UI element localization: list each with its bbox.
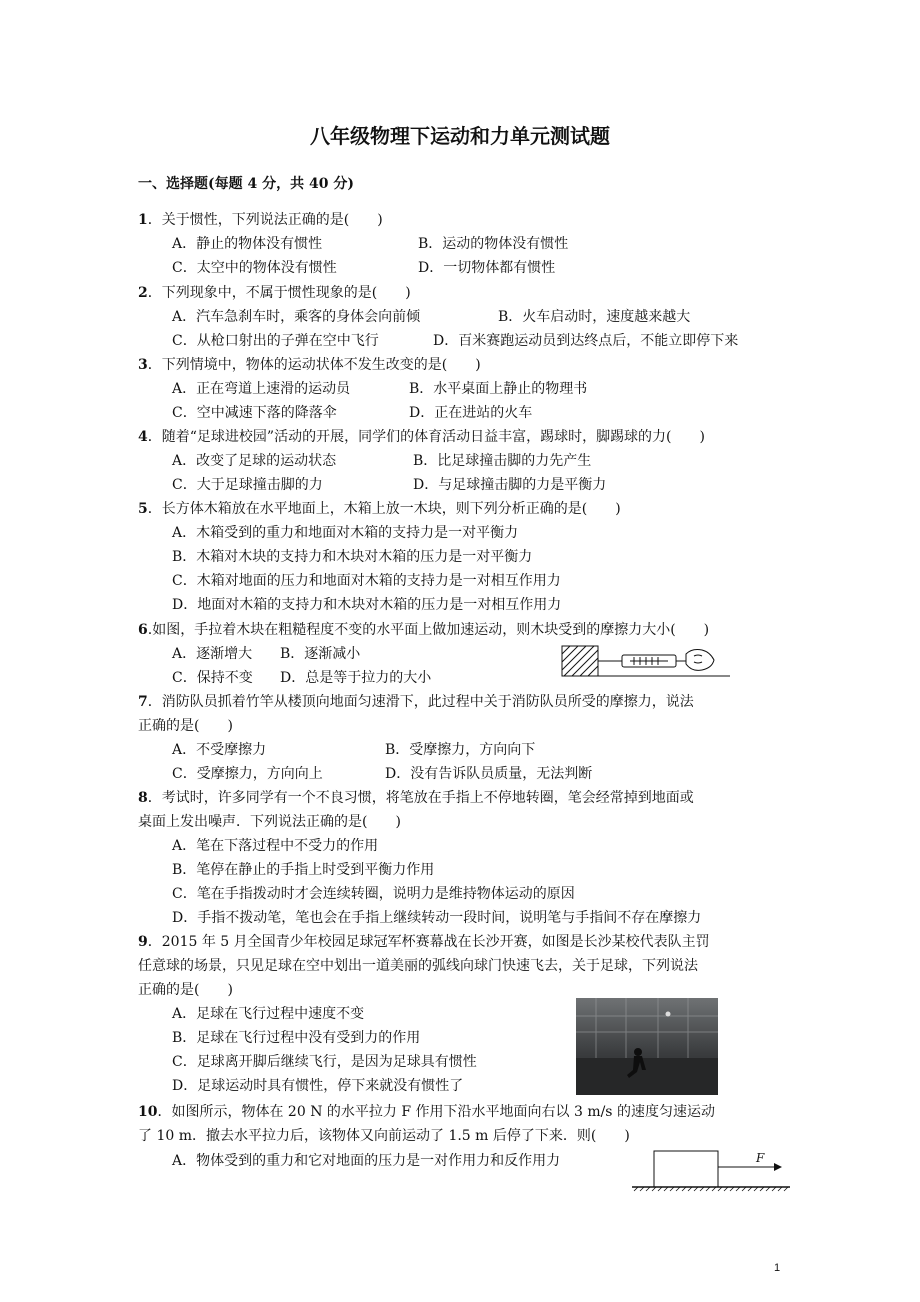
- question-stem: ．2015 年 5 月全国青少年校园足球冠军杯赛幕战在长沙开赛，如图是长沙某校代表队主罚: [147, 934, 710, 950]
- option-c: C．足球离开脚后继续飞行，是因为足球具有惯性: [172, 1054, 477, 1070]
- option-b: B．逐渐减小: [280, 646, 361, 662]
- option-a: A．笔在下落过程中不受力的作用: [172, 838, 379, 854]
- question-stem-cont: 了 10 m．撤去水平拉力后，该物体又向前运动了 1.5 m 后停了下来．则( ): [138, 1128, 630, 1144]
- option-d: D．一切物体都有惯性: [418, 260, 556, 276]
- option-d: D．地面对木箱的支持力和木块对木箱的压力是一对相互作用力: [172, 597, 562, 613]
- page-number: 1: [774, 1262, 781, 1274]
- question-3: [138, 353, 481, 377]
- section-heading: 一、选择题(每题 4 分，共 40 分): [138, 176, 354, 192]
- question-1: [138, 208, 383, 232]
- option-c: C．笔在手指拨动时才会连续转圈，说明力是维持物体运动的原因: [172, 886, 575, 902]
- option-b: B．足球在飞行过程中没有受到力的作用: [172, 1030, 421, 1046]
- option-c: C．太空中的物体没有惯性: [172, 260, 337, 276]
- question-stem: .如图，手拉着木块在粗糙程度不变的水平面上做加速运动，则木块受到的摩擦力大小( ): [147, 622, 710, 638]
- option-d: D．与足球撞击脚的力是平衡力: [413, 477, 607, 493]
- question-9: [138, 930, 710, 954]
- question-number: 1: [138, 212, 148, 228]
- question-5: [138, 497, 621, 521]
- question-number: 2: [138, 285, 148, 301]
- question-stem-cont: 任意球的场景，只见足球在空中划出一道美丽的弧线向球门快速飞去，关于足球，下列说法: [138, 958, 698, 974]
- option-a: A．物体受到的重力和它对地面的压力是一对作用力和反作用力: [172, 1153, 561, 1169]
- option-a: A．汽车急刹车时，乘客的身体会向前倾: [172, 309, 421, 325]
- option-a: A．木箱受到的重力和地面对木箱的支持力是一对平衡力: [172, 525, 519, 541]
- option-a: A．静止的物体没有惯性: [172, 236, 323, 252]
- option-a: A．改变了足球的运动状态: [172, 453, 337, 469]
- option-a: A．足球在飞行过程中速度不变: [172, 1006, 365, 1022]
- question-2: [138, 281, 411, 305]
- question-stem-cont: 正确的是( ): [138, 718, 233, 734]
- option-b: B．受摩擦力，方向向下: [385, 742, 536, 758]
- question-number: 6: [138, 622, 148, 638]
- option-d: D．手指不拨动笔，笔也会在手指上继续转动一段时间，说明笔与手指间不存在摩擦力: [172, 910, 702, 926]
- question-stem: ．关于惯性，下列说法正确的是( ): [147, 212, 383, 228]
- option-b: B．比足球撞击脚的力先产生: [413, 453, 592, 469]
- football-photo: [576, 998, 718, 1095]
- option-b: B．水平桌面上静止的物理书: [409, 381, 588, 397]
- block-pull-diagram: [560, 640, 732, 682]
- question-stem: ．消防队员抓着竹竿从楼顶向地面匀速滑下，此过程中关于消防队员所受的摩擦力，说法: [147, 694, 694, 710]
- question-number: 7: [138, 694, 148, 710]
- option-d: D．没有告诉队员质量，无法判断: [385, 766, 593, 782]
- option-d: D．正在进站的火车: [409, 405, 533, 421]
- option-d: D．足球运动时具有惯性，停下来就没有惯性了: [172, 1078, 464, 1094]
- option-c: C．木箱对地面的压力和地面对木箱的支持力是一对相互作用力: [172, 573, 561, 589]
- question-8: [138, 786, 694, 810]
- option-c: C．大于足球撞击脚的力: [172, 477, 323, 493]
- question-number: 8: [138, 790, 148, 806]
- box: [654, 1151, 718, 1187]
- option-c: C．受摩擦力，方向向上: [172, 766, 323, 782]
- option-b: B．运动的物体没有惯性: [418, 236, 569, 252]
- option-b: B．笔停在静止的手指上时受到平衡力作用: [172, 862, 435, 878]
- question-stem-cont: 正确的是( ): [138, 982, 233, 998]
- football: [666, 1012, 671, 1017]
- question-4: [138, 425, 705, 449]
- question-stem: ．长方体木箱放在水平地面上，木箱上放一木块，则下列分析正确的是( ): [147, 501, 621, 517]
- question-number: 3: [138, 357, 148, 373]
- question-stem: ．随着“足球进校园”活动的开展，同学们的体育活动日益丰富，踢球时，脚踢球的力( ): [147, 429, 705, 445]
- option-c: C．从枪口射出的子弹在空中飞行: [172, 333, 379, 349]
- hand-icon: [686, 650, 714, 671]
- question-number: 10: [138, 1104, 158, 1120]
- option-d: D．总是等于拉力的大小: [280, 670, 432, 686]
- question-stem: ．考试时，许多同学有一个不良习惯，将笔放在手指上不停地转圈，笔会经常掉到地面或: [147, 790, 694, 806]
- question-stem: ．下列情境中，物体的运动状体不发生改变的是( ): [147, 357, 481, 373]
- option-a: A．正在弯道上速滑的运动员: [172, 381, 351, 397]
- page-title: 八年级物理下运动和力单元测试题: [310, 124, 610, 148]
- option-b: B．木箱对木块的支持力和木块对木箱的压力是一对平衡力: [172, 549, 533, 565]
- option-b: B．火车启动时，速度越来越大: [498, 309, 691, 325]
- question-7: [138, 690, 694, 714]
- question-stem: ．下列现象中，不属于惯性现象的是( ): [147, 285, 411, 301]
- question-10: [138, 1100, 715, 1124]
- question-number: 9: [138, 934, 148, 950]
- question-number: 5: [138, 501, 148, 517]
- question-stem-cont: 桌面上发出噪声．下列说法正确的是( ): [138, 814, 401, 830]
- force-label: F: [756, 1151, 765, 1165]
- option-c: C．保持不变: [172, 670, 253, 686]
- option-d: D．百米赛跑运动员到达终点后，不能立即停下来: [433, 333, 739, 349]
- question-6: [138, 618, 709, 642]
- question-number: 4: [138, 429, 148, 445]
- option-a: A．不受摩擦力: [172, 742, 267, 758]
- arrowhead-icon: [774, 1163, 782, 1171]
- question-stem: ．如图所示，物体在 20 N 的水平拉力 F 作用下沿水平地面向右以 3 m/s 的速度匀速运动: [157, 1104, 715, 1120]
- box-force-diagram: [630, 1145, 792, 1195]
- option-c: C．空中减速下落的降落伞: [172, 405, 337, 421]
- option-a: A．逐渐增大: [172, 646, 253, 662]
